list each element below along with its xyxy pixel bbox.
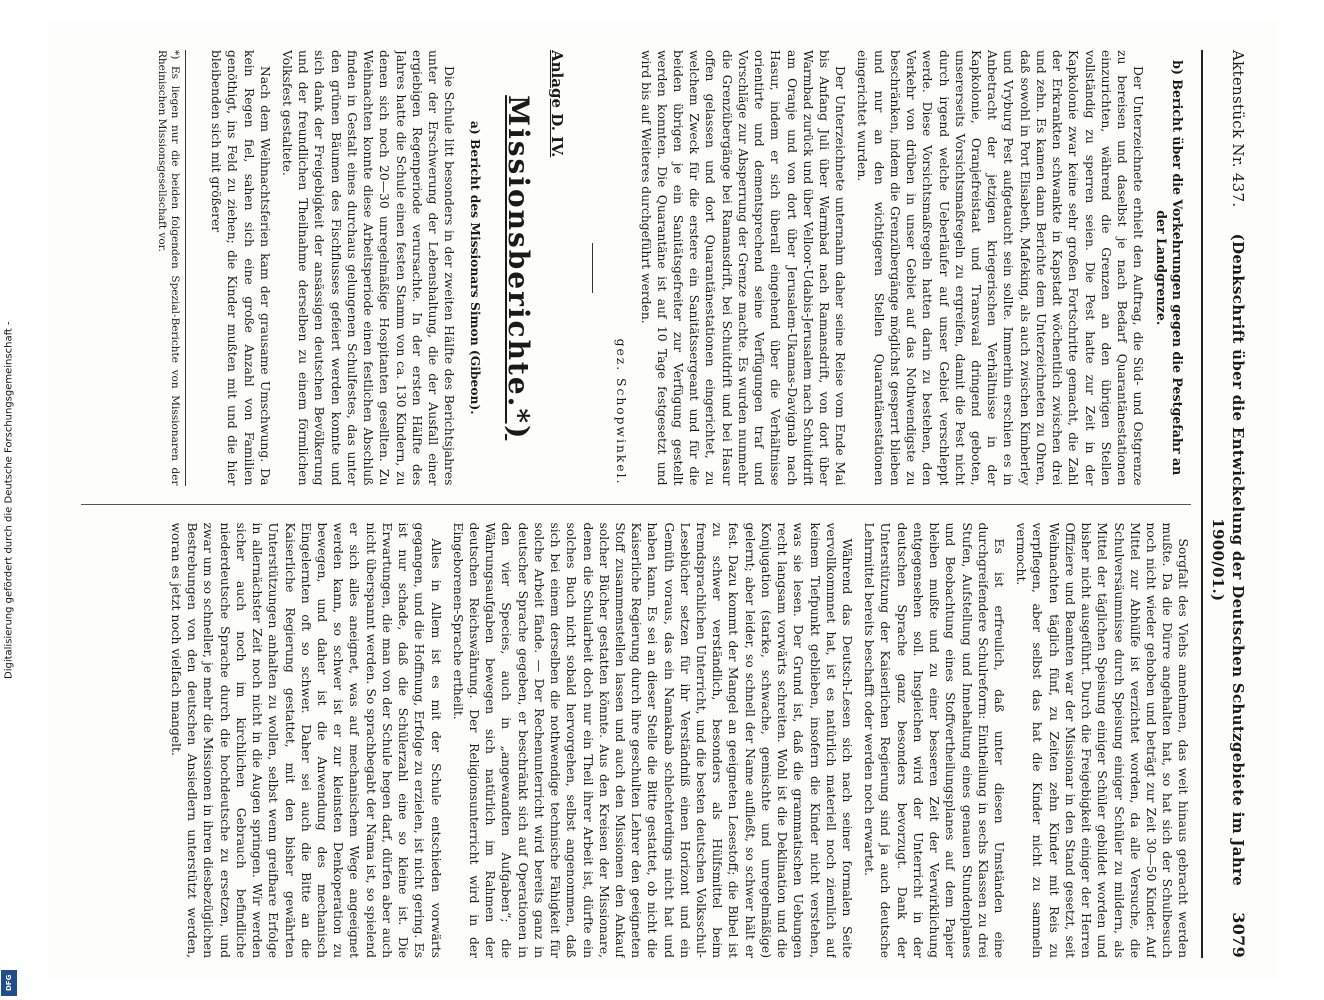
paragraph: Nach dem Weihnachtsferien kam der grausame Umschwung. Da kein Regen fiel, sahen sich eine große Anzahl von Familien genöthigt, ins Feld zu ziehen; die Kinder mußten mit und die hier bleibenden sich mit größerer	[209, 50, 272, 486]
dfg-logo-badge: DFG	[1, 970, 17, 996]
mission-report-heading: a) Bericht des Missionars Simon (Gibeon).	[468, 120, 484, 415]
annex-label: Anlage D. IV.	[548, 50, 567, 158]
column-divider	[81, 504, 1191, 505]
paragraph: Sorgfalt des Viehs annehmen, das weit hinaus gebracht werden mußte. Da die Dürre angehalten hat, so hat sich der Schulbesuch noch nicht wieder gehoben und beträgt zur Zeit 30—50 Kinder. Auf Mittel zur Abhülfe ist verzichtet worden, da alle Versuche, die Schulversäumnisse durch Speisung einiger Schüler zu mildern, als Mittel der täglichen Speisung einiger Schüler gebildet worden und bisher nicht ausgeführt. Durch die Freigebigkeit einiger der Herren Offiziere und Beamten war der Missionar in den Stand gesetzt, seit Weihnachten täglich fünf, zu Zeiten zehn Kinder mit Reis zu verpflegen, aber selbst das hat die Kinder nicht zu sammeln vermocht.	[1014, 522, 1191, 958]
separator-rule	[592, 243, 593, 293]
left-column	[81, 50, 1191, 486]
document-page	[47, 20, 1277, 980]
paragraph: Der Unterzeichnete erhielt den Auftrag, die Süd- und Ostgrenze zu bereisen und daselbst je nach Bedarf Quarantänestationen einzurichten, während die Grenzen an den übrigen Stellen vollständig zu sperren seien. Die Pest hatte zur Zeit in der Kapkolonie zwar keine sehr großen Fortschritte gemacht, die Zahl der Erkrankten schwankte in Kapstadt wöchentlich zwischen drei und zehn. Es kamen dann Berichte dem Unterzeichneten zu Ohren, daß sowohl in Port Elisabeth, Mafeking, als auch zwischen Kimberley und Vryburg Pest aufgetaucht sein sollte. Immerhin erschien es in Anbetracht der jetzigen kriegerischen Verhältnisse in der Kapkolonie, Oranjefreistaat und Transvaal dringend geboten, unsererseits Vorsichtsmaßregeln zu ergreifen, damit die Pest nicht durch irgend welche Ueberläufer auf unser Gebiet verschleppt werde. Diese Vorsichtsmaßregeln hatten darin zu bestehen, den Verkehr von drüben in unser Gebiet auf das Nothwendigste zu beschränken, indem die Grenzübergänge möglichst gesperrt blieben und nur an den wichtigeren Stellen Quarantänestationen eingerichtet wurden.	[855, 50, 1146, 486]
right-column	[81, 523, 1191, 959]
paragraph: Die Schule litt besonders in der zweiten Hälfte des Berichtsjahres unter der Erschwerung der Lebenshaltung, die der Ausfall einer ergiebigen Regenperiode verursachte. In der ersten Hälfte des Jahres hatte die Schule einen festen Stamm von ca. 130 Kindern, zu denen sich noch 20—30 unregelmäßige Hospitanten gesellten. Zu Weihnachten konnte diese Arbeitsperiode einen festlichen Abschluß finden in Gestalt eines durchaus gelungenen Schulfestes, das unter den grünen Bäumen des Fischflusses gefeiert werden konnte und sich dank der Freigebigkeit der ansässigen deutschen Bevölkerung und der freundlichen Theilnahme derselben zu einem förmlichen Volksfest gestaltete.	[280, 50, 457, 486]
paragraph: Der Unterzeichnete unternahm daher seine Reise vom Ende Mai bis Anfang Juli über Warmbad nach Ramansdrift, von dort über Warmbad zurück und über Velloor-Udabis-Jerusalem nach Schuitdrift am Oranje und von dort über Jerusalem-Ukamas-Davignab nach Hasur, indem er sich überall eingehend über die Verhältnisse orientirte und dementsprechend seine Verfügungen traf und Vorschläge zur Absperrung der Grenze machte. Es wurden nunmehr die Grenzübergänge bei Ramansdrift, bei Schuitdrift und bei Hasur offen gelassen und dort Quarantänestationen eingerichtet, zu welchem Zweck für die erstere ein Sanitätssergeant und für die beiden übrigen je ein Sanitätsgefreiter zur Verfügung gestellt werden konnten. Die Quarantäne ist auf 10 Tage festgesetzt und wird bis auf Weiteres durchgeführt werden.	[638, 50, 848, 486]
running-title: (Denkschrift über die Entwickelung der Deutschen Schutzgebiete im Jahre 1900/01.)	[1209, 233, 1247, 887]
paragraph: Alles in Allem ist es mit der Schule entschieden vorwärts gegangen, und die Hoffnung, Erfolge zu erzielen, ist nicht gering. Es ist nur schade, daß die Schülerzahl eine so kleine ist. Die Erwartungen, die man von der Schule hegen darf, dürfen aber auch nicht überspannt werden. So sprachbegabt der Nama ist, so spielend er sich alles aneignet, was auf mechanischem Wege angeeignet werden kann, so schwer ist er zur kleinsten Denkoperation zu bewegen, und daher ist die Anwendung des mechanisch Eingelernten oft so schwer. Daher sei auch die Bitte an die Kaiserliche Regierung gestattet, mit den bisher gewährten Unterstützungen anhalten zu wollen, selbst wenn greifbare Erfolge in allernächster Zeit noch nicht in die Augen springen. Wir werden sicher auch noch im kirchlichen Gebrauch befindliche niederdeutsche Sprache durch die hochdeutsche zu ersetzen, und zwar um so schneller, je mehr die Missionen in ihren diesbezüglichen Bestrebungen von den deutschen Ansiedlern unterstützt werden, woran es jetzt noch vielfach mangelt.	[169, 522, 443, 958]
document-reference: Aktenstück Nr. 437.	[1229, 50, 1247, 208]
paragraph: Es ist erfreulich, daß unter diesen Umständen eine durchgreifendere Schulreform: Eintheilung in sechs Klassen zu drei Stufen, Aufstellung und Innehaltung eines genauen Stundenplanes und Beobachtung eines Stoffvertheilungsplanes auf dem Papier bleiben mußte und zu einer besseren Zeit der Verwirklichung entgegensehen soll. Insgleichen wird der Unterricht in der deutschen Sprache ganz besonders bevorzugt. Dank der Unterstützung der Kaiserlichen Regierung sind ja auch deutsche Lehrmittel bereits beschafft oder werden noch erwartet.	[862, 522, 1006, 958]
digitization-credit: Digitalisierung gefördert durch die Deutsche Forschungsgemeinschaft -	[3, 321, 15, 679]
section-title: Missionsberichte.*)	[502, 95, 536, 441]
text-columns	[81, 50, 1191, 958]
paragraph: Während das Deutsch-Lesen sich nach seiner formalen Seite vervollkommnet hat, ist es natürlich materiell noch ziemlich auf keinem Tiefpunkt geblieben, insofern die Kinder nicht verstehen, was sie lesen. Der Grund ist, daß die grammatischen Uebungen recht langsam vorwärts schreiten. Wohl ist die Deklination und die Konjugation (starke, schwache, gemischte und unregelmäßige) gelernt; aber leider, so schnell der Name aufließt, so schwer hält er fest. Dazu kommt der Mangel an geeigneten Lesestoff; die Bibel ist zu schwer verständlich, besonders als Hülfsmittel beim fremdsprachlichen Unterricht, und die besten deutschen Volksschul-Lesebücher setzen für ihr Verständniß einen Horizont und ein Gemüth voraus, das ein Namaknab schlechterdings nicht hat und haben kann. Es sei an dieser Stelle die Bitte gestattet, ob nicht die Kaiserliche Regierung durch ihre geschulten Lehrer den geeigneten Stoff zusammenstellen lassen und auch den Missionen den Ankauf solcher Bücher gestatten könnte. Aus den Kreisen der Missionare, denen die Schularbeit doch nur ein Theil ihrer Arbeit ist, dürfte ein solches Buch nicht sobald hervorgehen, selbst angenommen, daß sich bei einem derselben die nothwendige technische Fähigkeit für solche Arbeit fände. — Der Rechenunterricht wird bereits ganz in deutscher Sprache gegeben, er beschränkt sich auf Operationen in den vier Species, auch in „angewandten Aufgaben“; die Währungsaufgaben bewegen sich natürlich im Rahmen der deutschen Reichswährung. Der Religionsunterricht wird in der Eingeborenen-Sprache ertheilt.	[450, 522, 855, 958]
section-b-heading: b) Bericht über die Vorkehrungen gegen die Pestgefahr an der Landgrenze.	[1153, 60, 1186, 476]
page-header	[1201, 50, 1249, 958]
footnote: *) Es liegen nur die beiden folgenden Spezial-Berichte von Missionaren der Rheinischen Missionsgesellschaft vor.	[155, 50, 186, 486]
signature: gez. Schopwinkel.	[614, 338, 629, 486]
page-number: 3079	[1229, 912, 1248, 958]
